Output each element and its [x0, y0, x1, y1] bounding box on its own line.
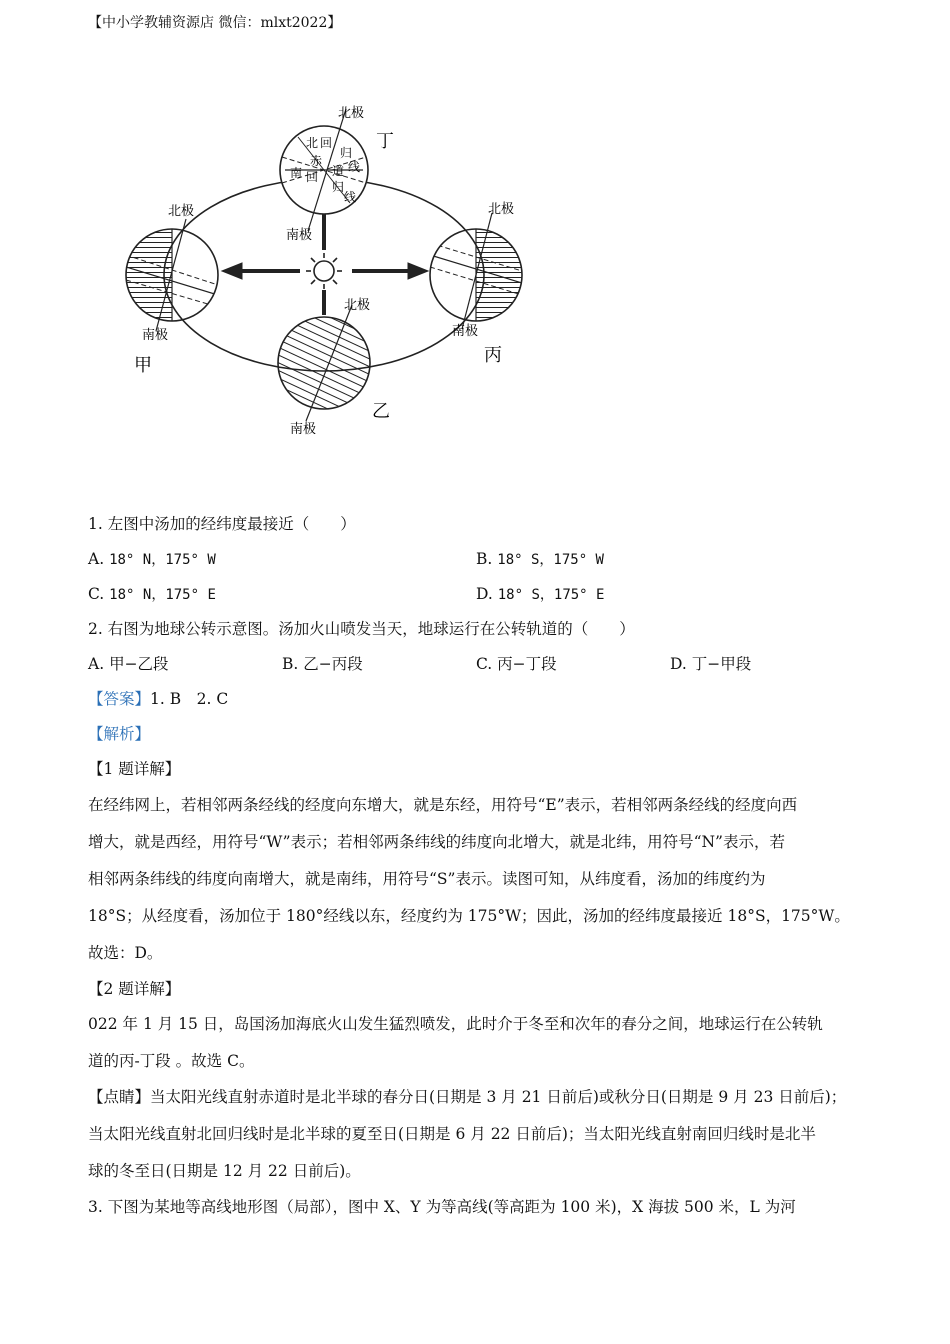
sun-icon	[306, 253, 342, 289]
tip-line: 球的冬至日(日期是 12 月 22 日前后)。	[88, 1162, 361, 1180]
q2-option-a: A. 甲−乙段	[88, 655, 169, 673]
globe-bing	[430, 201, 522, 366]
detail-1-line: 在经纬网上，若相邻两条经线的经度向东增大，就是东经，用符号“E”表示，若相邻两条经线的经度向西	[88, 796, 798, 814]
detail-1-line: 故选：D。	[88, 944, 163, 962]
svg-text:丁: 丁	[376, 131, 394, 152]
question-2-stem: 2. 右图为地球公转示意图。汤加火山喷发当天，地球运行在公转轨道的（ ）	[88, 620, 635, 638]
svg-text:归: 归	[332, 180, 345, 194]
svg-text:北极: 北极	[344, 298, 371, 313]
svg-text:北极: 北极	[488, 202, 515, 217]
q2-option-b: B. 乙−丙段	[282, 655, 363, 673]
q1-option-b: B. 18° S，175° W	[476, 550, 604, 568]
svg-text:回: 回	[306, 170, 319, 184]
detail-2-line: 道的丙-丁段 。故选 C。	[88, 1052, 255, 1070]
analysis-tag: 【解析】	[88, 725, 151, 743]
svg-text:北: 北	[306, 136, 319, 150]
svg-text:北极: 北极	[338, 106, 365, 121]
svg-text:赤: 赤	[310, 154, 323, 168]
globe-ding	[280, 105, 394, 243]
svg-text:道: 道	[332, 164, 345, 178]
question-1-stem: 1. 左图中汤加的经纬度最接近（ ）	[88, 515, 356, 533]
svg-text:线: 线	[344, 190, 357, 204]
detail-1-title: 【1 题详解】	[88, 760, 181, 778]
q2-option-c: C. 丙−丁段	[476, 655, 557, 673]
q2-option-d: D. 丁−甲段	[670, 655, 752, 673]
detail-2-line: 022 年 1 月 15 日，岛国汤加海底火山发生猛烈喷发，此时介于冬至和次年的春分之间，地球运行在公转轨	[88, 1015, 823, 1033]
question-3-stem: 3. 下图为某地等高线地形图（局部），图中 X、Y 为等高线(等高距为 100 米)，X 海拔 500 米，L 为河	[88, 1198, 796, 1216]
answer-line: 【答案】1. B 2. C	[88, 690, 229, 708]
svg-text:南极: 南极	[452, 324, 479, 339]
svg-text:南极: 南极	[142, 328, 169, 343]
svg-text:线: 线	[348, 160, 361, 174]
detail-2-title: 【2 题详解】	[88, 980, 181, 998]
svg-text:南: 南	[290, 166, 303, 180]
tip-line: 当太阳光线直射北回归线时是北半球的夏至日(日期是 6 月 22 日前后)；当太阳光线直射南回归线时是北半	[88, 1125, 816, 1143]
q1-option-d: D. 18° S，175° E	[476, 585, 605, 603]
svg-text:回: 回	[320, 136, 333, 150]
svg-text:乙: 乙	[372, 401, 390, 422]
svg-text:甲: 甲	[134, 355, 152, 376]
tip-line: 【点睛】当太阳光线直射赤道时是北半球的春分日(日期是 3 月 21 日前后)或秋分日(日期是 9 月 23 日前后)；	[88, 1088, 847, 1106]
q1-option-c: C. 18° N，175° E	[88, 585, 216, 603]
earth-revolution-diagram	[110, 95, 550, 445]
svg-text:南极: 南极	[286, 228, 313, 243]
svg-text:归: 归	[340, 146, 353, 160]
q1-option-a: A. 18° N，175° W	[88, 550, 216, 568]
page-header: 【中小学教辅资源店 微信：mlxt2022】	[88, 15, 342, 31]
svg-text:南极: 南极	[290, 422, 317, 437]
detail-1-line: 增大，就是西经，用符号“W”表示；若相邻两条纬线的纬度向北增大，就是北纬，用符号“N”表示，若	[88, 833, 785, 851]
detail-1-line: 18°S；从经度看，汤加位于 180°经线以东，经度约为 175°W；因此，汤加的经纬度最接近 18°S，175°W。	[88, 907, 850, 925]
svg-text:丙: 丙	[484, 345, 502, 366]
svg-text:北极: 北极	[168, 204, 195, 219]
globe-jia	[126, 203, 218, 376]
detail-1-line: 相邻两条纬线的纬度向南增大，就是南纬，用符号“S”表示。读图可知，从纬度看，汤加的纬度约为	[88, 870, 766, 888]
